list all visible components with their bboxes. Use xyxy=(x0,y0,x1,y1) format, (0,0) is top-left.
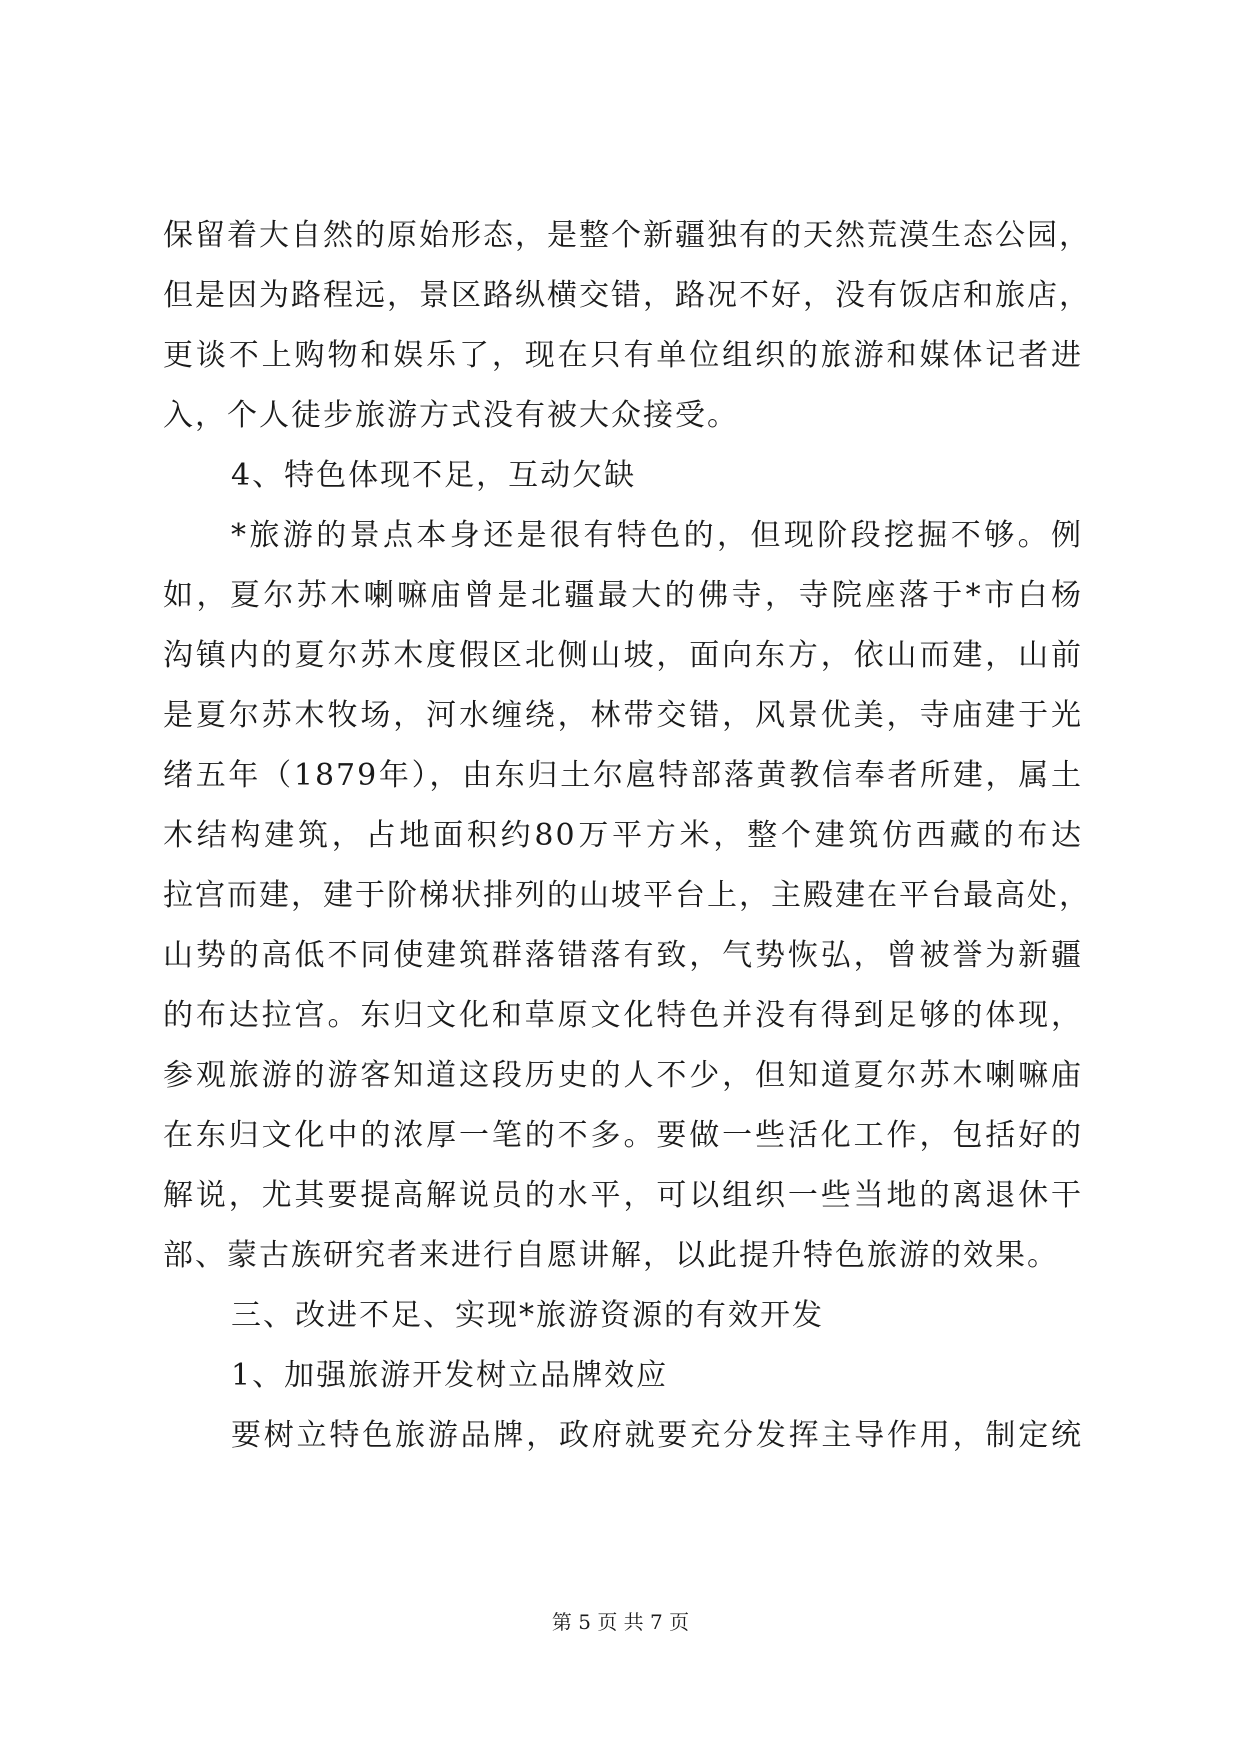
text-line: 是夏尔苏木牧场，河水缠绕，林带交错，风景优美，寺庙建于光 xyxy=(163,698,1083,733)
text-line: 入，个人徒步旅游方式没有被大众接受。 xyxy=(163,398,739,433)
text-line: 山势的高低不同使建筑群落错落有致，气势恢弘，曾被誉为新疆 xyxy=(163,938,1083,973)
text-line: 保留着大自然的原始形态，是整个新疆独有的天然荒漠生态公园， xyxy=(163,218,1091,253)
page-footer: 第 5 页 共 7 页 xyxy=(551,1610,690,1634)
text-line: 1、加强旅游开发树立品牌效应 xyxy=(231,1358,669,1393)
text-line: 三、改进不足、实现*旅游资源的有效开发 xyxy=(231,1298,824,1333)
text-line: 的布达拉宫。东归文化和草原文化特色并没有得到足够的体现， xyxy=(163,998,1083,1033)
text-line: 4、特色体现不足，互动欠缺 xyxy=(231,458,637,493)
text-line: 部、蒙古族研究者来进行自愿讲解，以此提升特色旅游的效果。 xyxy=(163,1238,1059,1273)
text-line: 但是因为路程远，景区路纵横交错，路况不好，没有饭店和旅店， xyxy=(163,278,1091,313)
text-line: 拉宫而建，建于阶梯状排列的山坡平台上，主殿建在平台最高处， xyxy=(163,878,1091,913)
text-line: 如，夏尔苏木喇嘛庙曾是北疆最大的佛寺，寺院座落于*市白杨 xyxy=(163,578,1083,613)
text-line: *旅游的景点本身还是很有特色的，但现阶段挖掘不够。例 xyxy=(231,518,1083,553)
text-line: 木结构建筑，占地面积约80万平方米，整个建筑仿西藏的布达 xyxy=(163,818,1083,853)
text-line: 沟镇内的夏尔苏木度假区北侧山坡，面向东方，依山而建，山前 xyxy=(163,638,1083,673)
text-line: 更谈不上购物和娱乐了，现在只有单位组织的旅游和媒体记者进 xyxy=(163,338,1083,373)
text-line: 绪五年（1879年），由东归土尔扈特部落黄教信奉者所建，属土 xyxy=(163,758,1083,793)
text-line: 解说，尤其要提高解说员的水平，可以组织一些当地的离退休干 xyxy=(163,1178,1083,1213)
text-line: 参观旅游的游客知道这段历史的人不少，但知道夏尔苏木喇嘛庙 xyxy=(163,1058,1083,1093)
text-line: 在东归文化中的浓厚一笔的不多。要做一些活化工作，包括好的 xyxy=(163,1118,1083,1153)
body-text xyxy=(163,206,1091,1466)
text-line: 要树立特色旅游品牌，政府就要充分发挥主导作用，制定统 xyxy=(231,1418,1083,1453)
